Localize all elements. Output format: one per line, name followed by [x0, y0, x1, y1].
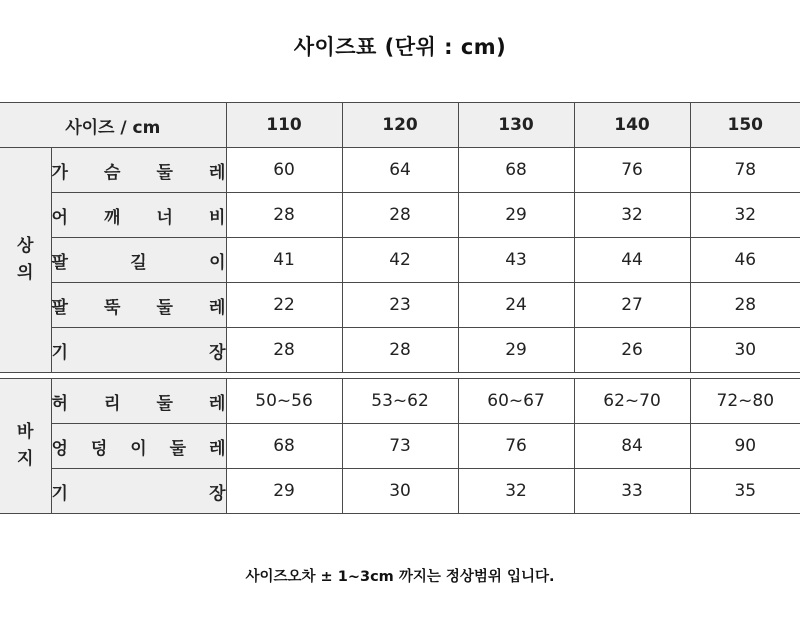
table-cell: 60	[226, 148, 342, 193]
table-cell: 29	[226, 469, 342, 514]
table-cell: 78	[690, 148, 800, 193]
size-table	[0, 102, 800, 514]
row-label: 허 리 둘 레	[51, 379, 226, 424]
table-cell: 30	[342, 469, 458, 514]
size-header: 150	[690, 103, 800, 148]
group-label-bottom: 바 지	[0, 379, 51, 514]
table-cell: 84	[574, 424, 690, 469]
table-cell: 26	[574, 328, 690, 373]
table-cell: 68	[458, 148, 574, 193]
table-cell: 42	[342, 238, 458, 283]
size-unit-header: 사이즈 / cm	[0, 103, 226, 148]
table-cell: 41	[226, 238, 342, 283]
table-cell: 32	[458, 469, 574, 514]
table-row	[0, 148, 800, 193]
table-cell: 76	[458, 424, 574, 469]
table-cell: 27	[574, 283, 690, 328]
table-cell: 62~70	[574, 379, 690, 424]
row-label: 팔 길 이	[51, 238, 226, 283]
table-row	[0, 238, 800, 283]
size-header: 110	[226, 103, 342, 148]
table-cell: 43	[458, 238, 574, 283]
size-header: 130	[458, 103, 574, 148]
table-row	[0, 328, 800, 373]
table-cell: 24	[458, 283, 574, 328]
table-row	[0, 424, 800, 469]
table-cell: 50~56	[226, 379, 342, 424]
table-cell: 60~67	[458, 379, 574, 424]
size-header: 120	[342, 103, 458, 148]
table-cell: 72~80	[690, 379, 800, 424]
table-cell: 28	[226, 328, 342, 373]
row-label: 팔 뚝 둘 레	[51, 283, 226, 328]
table-cell: 46	[690, 238, 800, 283]
table-cell: 90	[690, 424, 800, 469]
table-cell: 64	[342, 148, 458, 193]
table-cell: 32	[690, 193, 800, 238]
table-cell: 44	[574, 238, 690, 283]
table-cell: 29	[458, 193, 574, 238]
table-row	[0, 193, 800, 238]
table-cell: 35	[690, 469, 800, 514]
table-cell: 33	[574, 469, 690, 514]
table-cell: 30	[690, 328, 800, 373]
table-cell: 28	[342, 328, 458, 373]
table-row	[0, 283, 800, 328]
row-label: 기 장	[51, 469, 226, 514]
table-cell: 28	[226, 193, 342, 238]
size-header: 140	[574, 103, 690, 148]
table-cell: 76	[574, 148, 690, 193]
group-label-top: 상 의	[0, 148, 51, 373]
table-cell: 53~62	[342, 379, 458, 424]
table-row	[0, 379, 800, 424]
table-cell: 68	[226, 424, 342, 469]
size-tolerance-note: 사이즈오차 ± 1~3cm 까지는 정상범위 입니다.	[245, 569, 555, 585]
table-cell: 32	[574, 193, 690, 238]
table-cell: 73	[342, 424, 458, 469]
table-cell: 23	[342, 283, 458, 328]
table-header-row	[0, 103, 800, 148]
row-label: 어 깨 너 비	[51, 193, 226, 238]
table-row	[0, 469, 800, 514]
table-cell: 22	[226, 283, 342, 328]
row-label: 엉 덩 이 둘 레	[51, 424, 226, 469]
table-cell: 28	[690, 283, 800, 328]
table-cell: 28	[342, 193, 458, 238]
row-label: 기 장	[51, 328, 226, 373]
page-title: 사이즈표 (단위 : cm)	[293, 35, 507, 59]
table-cell: 29	[458, 328, 574, 373]
row-label: 가 슴 둘 레	[51, 148, 226, 193]
